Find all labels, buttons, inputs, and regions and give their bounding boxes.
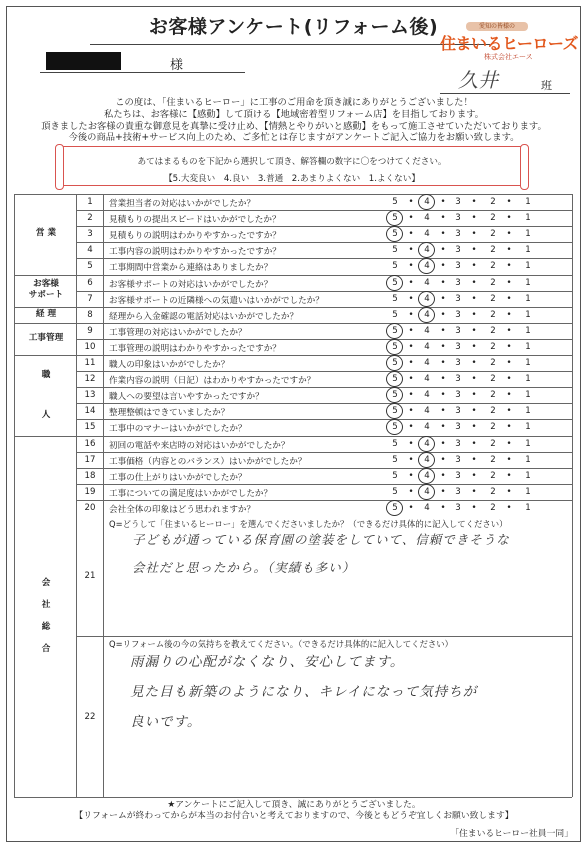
question-number: 12: [84, 374, 96, 385]
category-sales: 営 業: [35, 228, 57, 239]
option-separator: •: [471, 374, 477, 385]
option-separator: •: [506, 325, 512, 336]
option-separator: •: [471, 245, 477, 256]
rating-option-1[interactable]: 1: [525, 213, 531, 224]
option-separator: •: [408, 309, 414, 320]
rating-option-5[interactable]: 5: [392, 358, 398, 368]
rating-option-5[interactable]: 5: [392, 374, 398, 385]
rating-option-3[interactable]: 3: [455, 502, 461, 513]
option-separator: •: [506, 229, 512, 240]
row-divider: [76, 468, 572, 469]
rating-option-5[interactable]: 5: [392, 438, 398, 449]
question-number: 8: [87, 309, 93, 320]
open-question-divider: [76, 636, 572, 637]
selected-answer-circle: [418, 468, 435, 484]
rating-option-3[interactable]: 3: [455, 406, 461, 417]
question-number: 22: [84, 711, 96, 722]
rating-option-4[interactable]: 4: [424, 213, 430, 224]
rating-option-2[interactable]: 2: [490, 325, 496, 336]
rating-option-2[interactable]: 2: [490, 486, 496, 497]
intro-line: この度は、「住まいるヒーロー」に工事のご用命を頂き誠にありがとうございました！: [115, 97, 473, 108]
rating-option-1[interactable]: 1: [525, 261, 531, 272]
question-number: 20: [84, 502, 96, 513]
category-accounting: 経 理: [35, 308, 57, 319]
selected-answer-circle: [418, 484, 435, 500]
question-text: 職人の印象はいかがでしたか？: [109, 360, 230, 370]
question-number: 16: [84, 438, 96, 449]
rating-option-5[interactable]: 5: [392, 229, 398, 240]
option-separator: •: [440, 422, 446, 433]
row-divider: [76, 258, 572, 259]
option-separator: •: [471, 390, 477, 401]
selected-answer-circle: [418, 452, 435, 468]
table-border-right: [572, 194, 573, 797]
rating-option-2[interactable]: 2: [490, 341, 496, 352]
rating-option-1[interactable]: 1: [525, 406, 531, 417]
selected-answer-circle: [418, 291, 435, 307]
question-number: 19: [84, 486, 96, 497]
rating-option-4[interactable]: 4: [424, 325, 430, 336]
rating-option-1[interactable]: 1: [525, 293, 531, 304]
rating-option-5[interactable]: 5: [392, 261, 398, 272]
rating-option-3[interactable]: 3: [455, 341, 461, 352]
rating-option-2[interactable]: 2: [490, 293, 496, 304]
row-divider: [14, 355, 572, 356]
question-text: 見積もりの説明はわかりやすかったですか？: [109, 231, 281, 242]
rating-option-4[interactable]: 4: [424, 454, 430, 465]
rating-option-1[interactable]: 1: [525, 374, 531, 385]
open-question-prompt: Q=どうして「住まいるヒーロー」を選んでくださいましたか？（できるだけ具体的に記入してください）: [109, 519, 508, 529]
rating-option-5[interactable]: 5: [392, 454, 398, 465]
question-text: 整理整頓はできていましたか？: [109, 408, 230, 419]
option-separator: •: [506, 309, 512, 320]
rating-option-4[interactable]: 4: [424, 277, 430, 288]
rating-option-3[interactable]: 3: [455, 374, 461, 385]
rating-option-4[interactable]: 4: [424, 470, 430, 481]
rating-option-5[interactable]: 5: [392, 486, 398, 497]
option-separator: •: [506, 261, 512, 272]
option-separator: •: [471, 470, 477, 481]
option-separator: •: [471, 293, 477, 304]
row-divider: [76, 500, 572, 501]
question-number: 21: [84, 571, 96, 581]
rating-option-5[interactable]: 5: [392, 245, 398, 256]
question-number: 11: [84, 358, 96, 368]
rating-option-1[interactable]: 1: [525, 390, 531, 401]
question-number: 5: [87, 261, 93, 272]
rating-option-2[interactable]: 2: [490, 374, 496, 385]
category-support: お客様 サポート: [28, 278, 64, 300]
option-separator: •: [440, 358, 446, 368]
rating-option-1[interactable]: 1: [525, 277, 531, 288]
option-separator: •: [440, 261, 446, 272]
option-separator: •: [440, 502, 446, 513]
rating-option-2[interactable]: 2: [490, 197, 496, 207]
question-number: 18: [84, 470, 96, 481]
option-separator: •: [440, 213, 446, 224]
option-separator: •: [408, 358, 414, 368]
row-divider: [76, 484, 572, 485]
option-separator: •: [506, 406, 512, 417]
rating-option-5[interactable]: 5: [392, 213, 398, 224]
rating-option-1[interactable]: 1: [525, 502, 531, 513]
rating-option-2[interactable]: 2: [490, 277, 496, 288]
question-number: 4: [87, 245, 93, 256]
selected-answer-circle: [386, 371, 403, 387]
footer-signature: 「住まいるヒーロー社員一同」: [450, 829, 573, 839]
rating-option-3[interactable]: 3: [455, 277, 461, 288]
rating-option-2[interactable]: 2: [490, 213, 496, 224]
question-number: 10: [84, 341, 96, 352]
rating-option-1[interactable]: 1: [525, 438, 531, 449]
rating-option-1[interactable]: 1: [525, 358, 531, 368]
rating-option-5[interactable]: 5: [392, 325, 398, 336]
rating-option-5[interactable]: 5: [392, 293, 398, 304]
rating-option-5[interactable]: 5: [392, 502, 398, 513]
option-separator: •: [408, 470, 414, 481]
logo-tagline: 愛知の皆様の: [466, 22, 528, 31]
option-separator: •: [471, 325, 477, 336]
rating-option-2[interactable]: 2: [490, 454, 496, 465]
question-number: 9: [87, 325, 93, 336]
instruction-text: あてはまるものを下記から選択して頂き、解答欄の数字に〇をつけてください。: [137, 157, 447, 167]
rating-option-4[interactable]: 4: [424, 422, 430, 433]
option-separator: •: [471, 454, 477, 465]
question-number: 6: [87, 277, 93, 288]
option-separator: •: [408, 502, 414, 513]
row-divider: [14, 323, 572, 324]
option-separator: •: [471, 277, 477, 288]
number-column-divider: [103, 194, 104, 797]
rating-option-2[interactable]: 2: [490, 229, 496, 240]
option-separator: •: [506, 374, 512, 385]
question-text: 工事管理の対応はいかがでしたか？: [109, 327, 247, 338]
option-separator: •: [471, 341, 477, 352]
option-separator: •: [408, 438, 414, 449]
option-separator: •: [408, 261, 414, 272]
question-number: 15: [84, 422, 96, 433]
handwritten-answer-line: 良いです。: [130, 714, 202, 730]
rating-option-3[interactable]: 3: [455, 422, 461, 433]
option-separator: •: [408, 454, 414, 465]
intro-line: 頂きましたお客様の貴重な御意見を真摯に受け止め、【情熱とやりがいと感動】をもって施工させていただいております。: [41, 120, 547, 132]
rating-option-2[interactable]: 2: [490, 309, 496, 320]
rating-option-1[interactable]: 1: [525, 422, 531, 433]
option-separator: •: [506, 213, 512, 224]
question-text: 経理から入金確認の電話対応はいかがでしたか？: [109, 311, 299, 322]
row-divider: [76, 291, 572, 292]
option-separator: •: [408, 293, 414, 304]
rating-option-4[interactable]: 4: [424, 229, 430, 240]
rating-option-3[interactable]: 3: [455, 261, 461, 272]
rating-option-4[interactable]: 4: [424, 261, 430, 272]
rating-option-5[interactable]: 5: [392, 422, 398, 433]
selected-answer-circle: [386, 339, 403, 355]
footer-thanks: ★アンケートにご記入して頂き、誠にありがとうございました。: [167, 800, 421, 810]
option-separator: •: [506, 502, 512, 513]
rating-option-2[interactable]: 2: [490, 390, 496, 401]
option-separator: •: [471, 486, 477, 497]
question-text: 職人への要望は言いやすかったですか？: [109, 392, 264, 403]
question-text: 初回の電話や来店時の対応はいかがでしたか？: [109, 440, 290, 451]
rating-option-1[interactable]: 1: [525, 325, 531, 336]
option-separator: •: [440, 374, 446, 385]
rating-option-1[interactable]: 1: [525, 197, 531, 207]
survey-title: お客様アンケート(リフォーム後): [148, 16, 439, 38]
question-number: 7: [87, 293, 93, 304]
rating-option-2[interactable]: 2: [490, 422, 496, 433]
option-separator: •: [440, 229, 446, 240]
rating-option-2[interactable]: 2: [490, 406, 496, 417]
row-divider: [76, 210, 572, 211]
option-separator: •: [408, 390, 414, 401]
selected-answer-circle: [386, 500, 403, 516]
question-text: 工事期間中営業から連絡はありましたか？: [109, 263, 273, 274]
rating-option-1[interactable]: 1: [525, 245, 531, 256]
rating-option-4[interactable]: 4: [424, 502, 430, 513]
rating-option-5[interactable]: 5: [392, 390, 398, 401]
option-separator: •: [471, 213, 477, 224]
option-separator: •: [506, 358, 512, 368]
rating-option-3[interactable]: 3: [455, 197, 461, 207]
rating-option-3[interactable]: 3: [455, 245, 461, 256]
option-separator: •: [471, 422, 477, 433]
rating-option-3[interactable]: 3: [455, 438, 461, 449]
row-divider: [76, 387, 572, 388]
row-divider: [76, 226, 572, 227]
question-number: 2: [87, 213, 93, 224]
option-separator: •: [408, 229, 414, 240]
open-question-prompt: Q=リフォーム後の今の気持ちを教えてください。（できるだけ具体的に記入してください）: [109, 639, 453, 649]
handwritten-answer-line: 子どもが通っている保育園の塗装をしていて、信頼できそうな: [132, 532, 510, 547]
option-separator: •: [506, 470, 512, 481]
option-separator: •: [408, 245, 414, 256]
rating-option-4[interactable]: 4: [424, 374, 430, 385]
row-divider: [76, 403, 572, 404]
rating-option-3[interactable]: 3: [455, 325, 461, 336]
option-separator: •: [506, 245, 512, 256]
honorific-sama: 様: [170, 58, 184, 73]
row-divider: [76, 242, 572, 243]
rating-option-5[interactable]: 5: [392, 309, 398, 320]
option-separator: •: [440, 277, 446, 288]
row-divider: [76, 419, 572, 420]
question-text: お客様サポートの近隣様への気遣いはいかがでしたか？: [109, 295, 324, 306]
row-divider: [14, 275, 572, 276]
handwritten-answer-line: 会社だと思ったから。（実績も多い）: [132, 560, 356, 575]
category-company-overall: 会 社 総 合: [41, 578, 51, 655]
rating-option-2[interactable]: 2: [490, 470, 496, 481]
option-separator: •: [408, 486, 414, 497]
intro-line: 私たちは、お客様に【感動】して頂ける【地域密着型リフォーム店】を目指しております。: [104, 108, 484, 120]
option-separator: •: [506, 422, 512, 433]
row-divider: [14, 436, 572, 437]
staff-name-line: [440, 93, 570, 94]
question-text: 会社全体の印象はどう思われますか？: [109, 504, 256, 515]
option-separator: •: [440, 325, 446, 336]
option-separator: •: [408, 422, 414, 433]
rating-option-2[interactable]: 2: [490, 358, 496, 368]
rating-option-1[interactable]: 1: [525, 309, 531, 320]
rating-option-5[interactable]: 5: [392, 406, 398, 417]
option-separator: •: [440, 470, 446, 481]
option-separator: •: [471, 261, 477, 272]
rating-option-1[interactable]: 1: [525, 341, 531, 352]
question-text: 工事価格（内容とのバランス）はいかがでしたか？: [109, 456, 307, 467]
rating-option-4[interactable]: 4: [424, 309, 430, 320]
footer-message: [8, 800, 580, 822]
table-border-top: [14, 194, 572, 195]
question-text: 作業内容の説明（日記）はわかりやすかったですか？: [109, 376, 316, 387]
option-separator: •: [408, 406, 414, 417]
rating-option-4[interactable]: 4: [424, 197, 430, 207]
rating-option-3[interactable]: 3: [455, 390, 461, 401]
title-underline: [90, 44, 490, 45]
question-text: 工事についての満足度はいかがでしたか？: [109, 488, 273, 499]
rating-option-4[interactable]: 4: [424, 293, 430, 304]
option-separator: •: [506, 454, 512, 465]
option-separator: •: [408, 374, 414, 385]
option-separator: •: [408, 277, 414, 288]
option-separator: •: [408, 213, 414, 224]
rating-option-3[interactable]: 3: [455, 358, 461, 368]
rating-option-5[interactable]: 5: [392, 341, 398, 352]
option-separator: •: [440, 197, 446, 207]
option-separator: •: [440, 390, 446, 401]
rating-option-5[interactable]: 5: [392, 277, 398, 288]
rating-option-1[interactable]: 1: [525, 486, 531, 497]
question-text: 営業担当者の対応はいかがでしたか？: [109, 199, 256, 209]
option-separator: •: [506, 277, 512, 288]
option-separator: •: [506, 197, 512, 207]
rating-option-3[interactable]: 3: [455, 486, 461, 497]
rating-option-5[interactable]: 5: [392, 470, 398, 481]
staff-handwritten-name: 久井: [458, 68, 498, 92]
rating-option-3[interactable]: 3: [455, 229, 461, 240]
selected-answer-circle: [386, 275, 403, 291]
rating-option-4[interactable]: 4: [424, 390, 430, 401]
option-separator: •: [440, 245, 446, 256]
rating-option-3[interactable]: 3: [455, 309, 461, 320]
company-logo: [440, 22, 579, 62]
option-separator: •: [408, 325, 414, 336]
rating-option-3[interactable]: 3: [455, 213, 461, 224]
handwritten-answer-line: 雨漏りの心配がなくなり、安心してます。: [130, 654, 405, 670]
option-separator: •: [440, 293, 446, 304]
selected-answer-circle: [418, 194, 435, 210]
selected-answer-circle: [386, 323, 403, 339]
rating-option-2[interactable]: 2: [490, 438, 496, 449]
question-text: 工事の仕上がりはいかがでしたか？: [109, 472, 247, 483]
option-separator: •: [440, 341, 446, 352]
category-craftsmen: 職 人: [41, 370, 51, 421]
question-text: お客様サポートの対応はいかがでしたか？: [109, 279, 273, 290]
rating-option-3[interactable]: 3: [455, 470, 461, 481]
instruction-scroll-box: [60, 146, 524, 186]
option-separator: •: [440, 309, 446, 320]
option-separator: •: [408, 341, 414, 352]
option-separator: •: [471, 309, 477, 320]
option-separator: •: [440, 438, 446, 449]
row-divider: [76, 452, 572, 453]
option-separator: •: [471, 406, 477, 417]
rating-option-1[interactable]: 1: [525, 229, 531, 240]
option-separator: •: [471, 438, 477, 449]
option-separator: •: [440, 486, 446, 497]
row-divider: [76, 339, 572, 340]
question-text: 見積もりの提出スピードはいかがでしたか？: [109, 215, 281, 226]
option-separator: •: [440, 406, 446, 417]
rating-option-2[interactable]: 2: [490, 261, 496, 272]
option-separator: •: [506, 293, 512, 304]
rating-option-4[interactable]: 4: [424, 358, 430, 368]
rating-option-4[interactable]: 4: [424, 486, 430, 497]
rating-option-1[interactable]: 1: [525, 470, 531, 481]
question-number: 3: [87, 229, 93, 240]
rating-option-3[interactable]: 3: [455, 293, 461, 304]
rating-option-2[interactable]: 2: [490, 502, 496, 513]
customer-name-line: [40, 72, 245, 73]
rating-option-4[interactable]: 4: [424, 438, 430, 449]
option-separator: •: [506, 390, 512, 401]
rating-option-4[interactable]: 4: [424, 245, 430, 256]
rating-scale-legend: 【5.大変良い 4.良い 3.普通 2.あまりよくない 1.よくない】: [164, 174, 420, 184]
intro-line: 今後の商品+技術+サービス向上のため、ご多忙とは存じますがアンケートご記入ご協力をお願い致します。: [68, 132, 520, 144]
selected-answer-circle: [418, 307, 435, 323]
selected-answer-circle: [386, 210, 403, 226]
option-separator: •: [506, 341, 512, 352]
question-number: 13: [84, 390, 96, 401]
footer-request: 【リフォームが終わってからが本当のお付合いと考えておりますので、今後ともどうぞ宜しくお願い致します】: [74, 811, 514, 821]
option-separator: •: [408, 197, 414, 207]
selected-answer-circle: [386, 355, 403, 371]
handwritten-answer-line: 見た目も新築のようになり、キレイになって気持ちが: [130, 684, 478, 700]
intro-message: [14, 97, 574, 144]
question-number: 1: [87, 197, 93, 207]
category-construction-mgmt: 工事管理: [28, 332, 64, 343]
logo-company-name: 株式会社エース: [484, 53, 533, 61]
row-divider: [14, 307, 572, 308]
question-text: 工事内容の説明はわかりやすかったですか？: [109, 247, 281, 258]
redacted-customer-name: [46, 52, 121, 70]
team-label: 班: [541, 79, 552, 92]
row-divider: [76, 371, 572, 372]
table-border-bottom: [14, 797, 572, 798]
option-separator: •: [471, 358, 477, 368]
rating-option-5[interactable]: 5: [392, 197, 398, 207]
option-separator: •: [506, 438, 512, 449]
rating-option-4[interactable]: 4: [424, 406, 430, 417]
logo-wordmark: 住まいるヒーローズ: [440, 34, 579, 53]
question-number: 17: [84, 454, 96, 465]
selected-answer-circle: [418, 436, 435, 452]
rating-option-2[interactable]: 2: [490, 245, 496, 256]
rating-option-4[interactable]: 4: [424, 341, 430, 352]
question-number: 14: [84, 406, 96, 417]
option-separator: •: [471, 197, 477, 207]
option-separator: •: [440, 454, 446, 465]
option-separator: •: [506, 486, 512, 497]
option-separator: •: [471, 502, 477, 513]
option-separator: •: [471, 229, 477, 240]
rating-option-3[interactable]: 3: [455, 454, 461, 465]
rating-option-1[interactable]: 1: [525, 454, 531, 465]
question-text: 工事中のマナーはいかがでしたか？: [109, 424, 247, 435]
question-text: 工事管理の説明はわかりやすかったですか？: [109, 343, 281, 354]
